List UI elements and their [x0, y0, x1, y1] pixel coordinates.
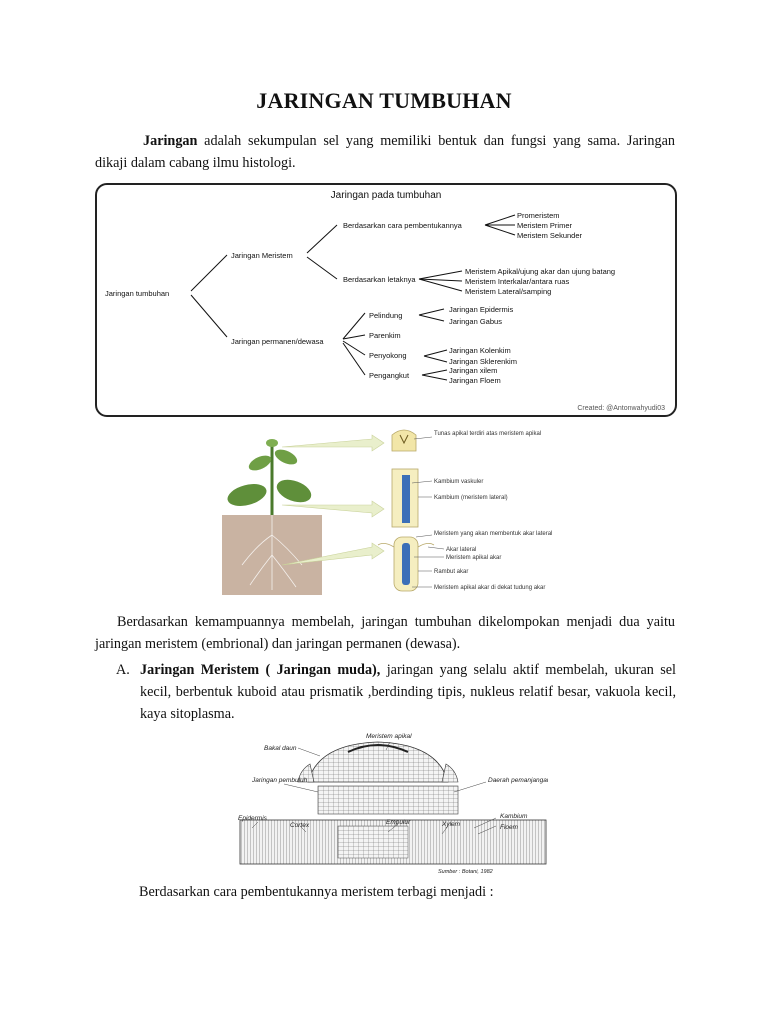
- intro-paragraph: [95, 130, 675, 174]
- plant-label: Rambut akar: [434, 569, 469, 575]
- meristem-label: Cortex: [290, 822, 310, 829]
- tree-node-letak: Berdasarkan letaknya: [343, 275, 416, 284]
- tree-node-permanen: Jaringan permanen/dewasa: [231, 337, 324, 346]
- closing-paragraph: [95, 881, 675, 903]
- classification-text: Berdasarkan kemampuannya membelah, jaringan tumbuhan dikelompokan menjadi dua yaitu jaringan meristem (embrional) dan jaringan permanen (dewasa).: [95, 614, 675, 652]
- tree-leaf: Jaringan xilem: [449, 366, 498, 375]
- meristem-label: Jaringan pembuluh: [252, 777, 308, 784]
- plant-stem-illustration: [225, 439, 314, 515]
- plant-illustration: [222, 425, 552, 600]
- tree-connectors: [191, 215, 515, 380]
- closing-text: Berdasarkan cara pembentukannya meristem terbagi menjadi :: [139, 884, 494, 900]
- list-body: [140, 659, 676, 725]
- meristem-label: Xylem: [442, 821, 461, 828]
- tree-leaf: Jaringan Epidermis: [449, 305, 514, 314]
- intro-text: adalah sekumpulan sel yang memiliki bentuk dan fungsi yang sama. Jaringan dikaji dalam cabang ilmu histologi.: [95, 133, 675, 171]
- plant-label: Meristem apikal akar: [446, 555, 502, 561]
- meristem-illustration: [238, 730, 548, 876]
- tree-leaf: Meristem Sekunder: [517, 231, 583, 240]
- tree-leaf: Jaringan Gabus: [449, 317, 502, 326]
- tree-diagram: [95, 183, 677, 417]
- detail-tip: [392, 430, 416, 451]
- tree-heading: Jaringan pada tumbuhan: [330, 190, 442, 201]
- intro-term: Jaringan: [143, 133, 198, 149]
- meristem-label: Meristem apikal: [366, 733, 412, 740]
- detail-root: [378, 537, 434, 591]
- tree-diagram-svg: [97, 185, 675, 415]
- list-marker: A.: [116, 662, 130, 678]
- tree-node-meristem: Jaringan Meristem: [231, 251, 293, 260]
- list-text: jaringan yang selalu aktif membelah, ukuran sel kecil, berbentuk kuboid atau prismatik ,berdinding tipis, nukleus relatif besar, vakuola kecil, kaya sitoplasma.: [140, 662, 676, 722]
- plant-label: Meristem apikal akar di dekat tudung akar: [434, 585, 546, 591]
- apical-dome-illustration: [298, 742, 458, 782]
- meristem-label: Empulur: [386, 819, 411, 826]
- tree-leaf: Meristem Lateral/samping: [465, 287, 552, 296]
- plant-label: Kambium (meristem lateral): [434, 495, 508, 501]
- tree-leaf: Meristem Interkalar/antara ruas: [465, 277, 570, 286]
- page-title: JARINGAN TUMBUHAN: [256, 88, 512, 113]
- plant-meristem-figure: [222, 425, 552, 600]
- tree-node-pengangkut: Pengangkut: [369, 371, 410, 380]
- tree-credit: Created: @Antonwahyudi03: [577, 405, 665, 412]
- plant-label: Meristem yang akan membentuk akar lateral: [434, 531, 552, 537]
- tree-node-parenkim: Parenkim: [369, 331, 401, 340]
- meristem-label: Floem: [500, 824, 519, 831]
- meristem-source: Sumber : Botani, 1982: [438, 869, 493, 875]
- tree-leaf: Meristem Primer: [517, 221, 573, 230]
- plant-label: Akar lateral: [446, 547, 477, 553]
- plant-label: Tunas apikal terdiri atas meristem apikal: [434, 431, 542, 437]
- meristem-label: Daerah pemanjangan: [488, 777, 548, 784]
- tree-node-penyokong: Penyokong: [369, 351, 407, 360]
- tree-leaf: Promeristem: [517, 211, 560, 220]
- tree-node-pelindung: Pelindung: [369, 311, 403, 320]
- tree-root: Jaringan tumbuhan: [105, 289, 170, 298]
- classification-paragraph: [95, 611, 675, 655]
- detail-stem: [392, 469, 418, 527]
- meristem-section-figure: [238, 730, 548, 876]
- meristem-label: Kambium: [500, 813, 528, 820]
- tree-node-cara: Berdasarkan cara pembentukannya: [343, 221, 462, 230]
- meristem-label: Bakal daun: [264, 745, 297, 752]
- tree-leaf: Jaringan Floem: [449, 376, 501, 385]
- list-term: Jaringan Meristem ( Jaringan muda),: [140, 662, 381, 678]
- meristem-label: Epidermis: [238, 815, 267, 822]
- tree-leaf: Jaringan Kolenkim: [449, 346, 511, 355]
- tree-leaf: Jaringan Sklerenkim: [449, 357, 517, 366]
- tree-leaf: Meristem Apikal/ujung akar dan ujung batang: [465, 267, 616, 276]
- plant-label: Kambium vaskuler: [434, 479, 484, 485]
